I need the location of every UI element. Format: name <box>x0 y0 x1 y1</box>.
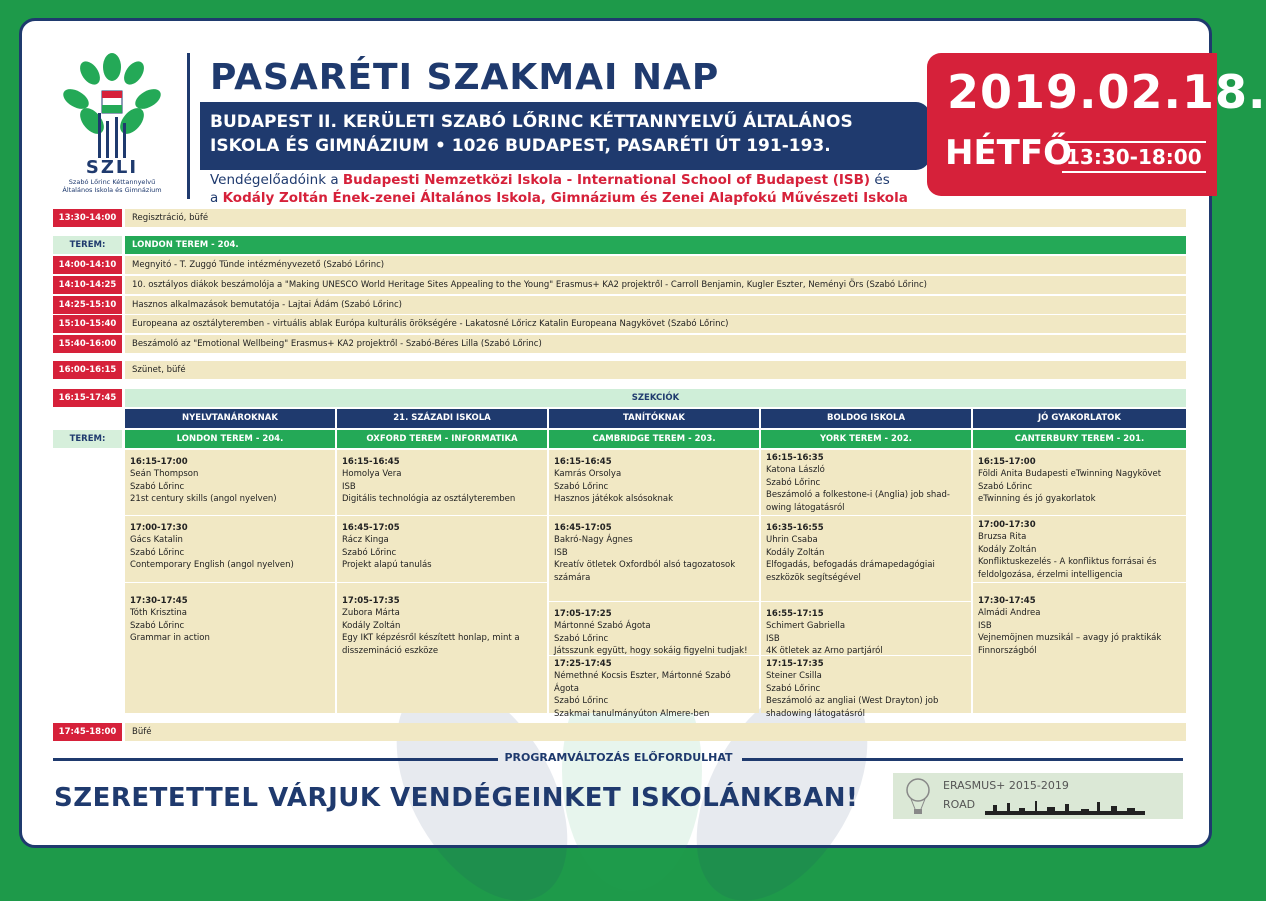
session-card <box>337 516 547 583</box>
change-notice: PROGRAMVÁLTOZÁS ELŐFORDULHAT <box>504 751 733 764</box>
session-line: Kodály Zoltán <box>342 620 401 631</box>
session-time: 16:15-16:35 <box>766 453 824 463</box>
session-line: Kodály Zoltán <box>978 544 1037 555</box>
session-line: Steiner Csilla <box>766 671 822 682</box>
session-line: shadowing látogatásról <box>766 708 865 719</box>
session-line: Egy IKT képzésről készített honlap, mint a <box>342 633 520 644</box>
session-line: Schimert Gabriella <box>766 621 846 632</box>
guest-kodaly: Kodály Zoltán Ének-zenei Általános Iskola, Gimnázium és Zenei Alapfokú Művészeti Iskola <box>222 190 908 206</box>
session-line: Bruzsa Rita <box>978 532 1027 543</box>
session-line: Grammar in action <box>130 633 210 644</box>
session-line: eTwinning és jó gyakorlatok <box>978 494 1096 505</box>
session-card <box>125 450 335 516</box>
school-name-line2: Általános Iskola és Gimnázium <box>62 186 162 194</box>
session-line: owing látogatásról <box>766 502 845 513</box>
session-line: ISB <box>978 620 992 631</box>
section-column <box>125 450 335 713</box>
school-logo-tree-icon <box>62 51 162 171</box>
session-line: Tóth Krisztina <box>130 608 187 619</box>
intro-text: és <box>870 172 890 188</box>
session-line: Szabó Lőrinc <box>554 696 609 707</box>
session-line: Projekt alapú tanulás <box>342 560 432 571</box>
section-room: YORK TEREM - 202. <box>761 430 971 448</box>
session-line: Szabó Lőrinc <box>130 481 185 492</box>
session-line: Szabó Lőrinc <box>554 633 609 644</box>
session-line: feldolgozása, érzelmi intelligencia <box>978 569 1123 580</box>
session-card <box>973 589 1186 713</box>
session-line: Szabó Lőrinc <box>130 620 185 631</box>
session-line: Szabó Lőrinc <box>342 547 397 558</box>
session-line: eszközök segítségével <box>766 572 861 583</box>
session-line: Elfogadás, befogadás drámapedagógiai <box>766 560 935 571</box>
session-line: Kreatív ötletek Oxfordból alsó tagozatosok <box>554 560 736 571</box>
intro-text: a <box>210 190 223 206</box>
session-time: 17:05-17:35 <box>342 596 400 606</box>
session-time: 17:30-17:45 <box>130 596 188 606</box>
schedule-text: 10. osztályos diákok beszámolója a "Making UNESCO World Heritage Sites Appealing to the Young" Erasmus+ KA2 projektről - Carroll Benjamin, Kugler Eszter, Neményi Örs (Szabó Lőrinc) <box>125 276 1186 294</box>
session-line: Digitális technológia az osztályteremben <box>342 494 516 505</box>
session-card <box>549 516 759 602</box>
schedule-text: Büfé <box>125 723 1186 741</box>
session-time: 17:15-17:35 <box>766 659 824 669</box>
schedule-text: Beszámoló az "Emotional Wellbeing" Erasmus+ KA2 projektről - Szabó-Béres Lilla (Szabó Lőrinc) <box>125 335 1186 353</box>
erasmus-road: ROAD <box>943 798 976 811</box>
time-badge: 14:10-14:25 <box>53 276 122 294</box>
session-line: Rácz Kinga <box>342 535 389 546</box>
section-room: CANTERBURY TEREM - 201. <box>973 430 1186 448</box>
time-badge: 15:10-15:40 <box>53 315 122 333</box>
erasmus-banner <box>893 773 1183 819</box>
section-room: CAMBRIDGE TEREM - 203. <box>549 430 759 448</box>
session-time: 16:15-17:00 <box>130 457 188 467</box>
session-line: ISB <box>342 481 356 492</box>
session-line: Almádi Andrea <box>978 608 1041 619</box>
session-line: 4K ötletek az Arno partjáról <box>766 646 883 657</box>
session-time: 17:25-17:45 <box>554 659 612 669</box>
session-line: Konfliktuskezelés - A konfliktus forrásai és <box>978 557 1157 568</box>
schedule-text: Hasznos alkalmazások bemutatója - Lajtai Ádám (Szabó Lőrinc) <box>125 296 1186 314</box>
section-column <box>761 450 971 719</box>
session-card <box>125 589 335 713</box>
date-box <box>927 53 1266 196</box>
subtitle-line1: BUDAPEST II. KERÜLETI SZABÓ LŐRINC KÉTTANNYELVŰ ÁLTALÁNOS <box>210 112 853 132</box>
session-time: 17:05-17:25 <box>554 609 612 619</box>
session-card <box>549 450 759 516</box>
session-line: Szakmai tanulmányúton Almere-ben <box>554 708 710 719</box>
session-line: Contemporary English (angol nyelven) <box>130 560 294 571</box>
session-card <box>125 516 335 583</box>
event-date: 2019.02.18. <box>947 65 1266 119</box>
session-line: 21st century skills (angol nyelven) <box>130 494 277 505</box>
sections-title: SZEKCIÓK <box>125 389 1186 407</box>
section-room: LONDON TEREM - 204. <box>125 430 335 448</box>
session-line: Hasznos játékok alsósoknak <box>554 494 674 505</box>
event-day: HÉTFŐ <box>945 133 1073 173</box>
session-line: Gács Katalin <box>130 535 183 546</box>
session-line: Uhrin Csaba <box>766 535 818 546</box>
schedule-text: Europeana az osztályteremben - virtuális ablak Európa kulturális örökségére - Lakatosné Lőricz Katalin Europeana Nagykövet (Szabó Lőrinc) <box>125 315 1186 333</box>
session-card <box>761 602 971 656</box>
schedule-text: Szünet, büfé <box>125 361 1186 379</box>
section-header: 21. SZÁZADI ISKOLA <box>337 409 547 428</box>
session-card <box>973 516 1186 583</box>
session-card <box>761 656 971 719</box>
time-badge: 16:00-16:15 <box>53 361 122 379</box>
session-line: Szabó Lőrinc <box>766 477 821 488</box>
room-label: TEREM: <box>53 236 122 254</box>
session-line: Földi Anita Budapesti eTwinning Nagykövet <box>978 469 1162 480</box>
session-card <box>337 450 547 516</box>
section-header: JÓ GYAKORLATOK <box>973 409 1186 428</box>
session-line: Seán Thompson <box>130 469 199 480</box>
poster <box>19 18 1266 848</box>
schedule-text: Regisztráció, büfé <box>125 209 1186 227</box>
session-time: 16:35-16:55 <box>766 523 824 533</box>
session-time: 17:30-17:45 <box>978 596 1036 606</box>
session-line: Zubora Márta <box>342 608 400 619</box>
session-line: Játsszunk együtt, hogy sokáig figyelni tudjak! <box>554 646 748 657</box>
time-badge: 14:00-14:10 <box>53 256 122 274</box>
room-label: TEREM: <box>53 430 122 448</box>
session-line: Beszámoló a folkestone-i (Anglia) job shad- <box>766 490 950 501</box>
balloon-icon <box>903 777 933 815</box>
session-line: ISB <box>554 547 568 558</box>
time-badge: 16:15-17:45 <box>53 389 122 407</box>
section-room: OXFORD TEREM - INFORMATIKA <box>337 430 547 448</box>
session-line: Szabó Lőrinc <box>130 547 185 558</box>
session-line: Beszámoló az angliai (West Drayton) job <box>766 696 939 707</box>
school-abbr: SZLI <box>85 157 139 178</box>
session-time: 16:45-17:05 <box>554 523 612 533</box>
time-badge: 14:25-15:10 <box>53 296 122 314</box>
intro-text: Vendégelőadóink a <box>210 172 343 188</box>
room-name: LONDON TEREM - 204. <box>125 236 1186 254</box>
session-line: disszemináció eszköze <box>342 645 439 656</box>
schedule-text: Megnyitó - T. Zuggó Tünde intézményvezető (Szabó Lőrinc) <box>125 256 1186 274</box>
section-header: BOLDOG ISKOLA <box>761 409 971 428</box>
school-name-line1: Szabó Lőrinc Kéttannyelvű <box>68 178 156 186</box>
session-line: Vejnemöjnen muzsikál – avagy jó praktikák <box>978 633 1162 644</box>
skyline-icon <box>985 799 1145 815</box>
session-time: 16:15-16:45 <box>554 457 612 467</box>
session-card <box>973 450 1186 516</box>
session-time: 16:45-17:05 <box>342 523 400 533</box>
session-line: számára <box>554 572 591 583</box>
session-time: 16:55-17:15 <box>766 609 824 619</box>
subtitle-line2: ISKOLA ÉS GIMNÁZIUM • 1026 BUDAPEST, PASARÉTI ÚT 191-193. <box>210 136 831 156</box>
session-line: Szabó Lőrinc <box>978 481 1033 492</box>
section-column <box>973 450 1186 713</box>
welcome-text: SZERETETTEL VÁRJUK VENDÉGEINKET ISKOLÁNKBAN! <box>54 783 859 813</box>
session-time: 16:15-17:00 <box>978 457 1036 467</box>
session-line: Szabó Lőrinc <box>554 481 609 492</box>
section-header: TANÍTÓKNAK <box>549 409 759 428</box>
session-line: Finnországból <box>978 645 1037 656</box>
erasmus-title: ERASMUS+ 2015-2019 <box>943 779 1069 792</box>
session-line: Bakró-Nagy Ágnes <box>554 535 633 546</box>
session-line: Katona László <box>766 465 825 476</box>
event-hours: 13:30-18:00 <box>1062 141 1206 173</box>
session-line: Némethné Kocsis Eszter, Mártonné Szabó <box>554 671 731 682</box>
session-line: Kamrás Orsolya <box>554 469 622 480</box>
session-card <box>761 450 971 516</box>
subtitle-banner <box>200 102 930 170</box>
time-badge: 15:40-16:00 <box>53 335 122 353</box>
session-line: Szabó Lőrinc <box>766 683 821 694</box>
session-time: 17:00-17:30 <box>130 523 188 533</box>
session-line: Ágota <box>554 683 579 694</box>
session-line: Mártonné Szabó Ágota <box>554 621 651 632</box>
session-card <box>549 602 759 656</box>
header-divider <box>187 53 190 199</box>
session-card <box>337 589 547 713</box>
time-badge: 17:45-18:00 <box>53 723 122 741</box>
session-card <box>761 516 971 602</box>
section-column <box>337 450 547 713</box>
session-line: ISB <box>766 633 780 644</box>
time-badge: 13:30-14:00 <box>53 209 122 227</box>
page-title: PASARÉTI SZAKMAI NAP <box>210 57 720 98</box>
session-line: Kodály Zoltán <box>766 547 825 558</box>
school-logo-text <box>52 157 172 194</box>
section-header: NYELVTANÁROKNAK <box>125 409 335 428</box>
session-line: Homolya Vera <box>342 469 402 480</box>
session-time: 16:15-16:45 <box>342 457 400 467</box>
section-column <box>549 450 759 719</box>
guest-isb: Budapesti Nemzetközi Iskola - International School of Budapest (ISB) <box>342 172 871 188</box>
session-card <box>549 656 759 719</box>
session-time: 17:00-17:30 <box>978 520 1036 530</box>
